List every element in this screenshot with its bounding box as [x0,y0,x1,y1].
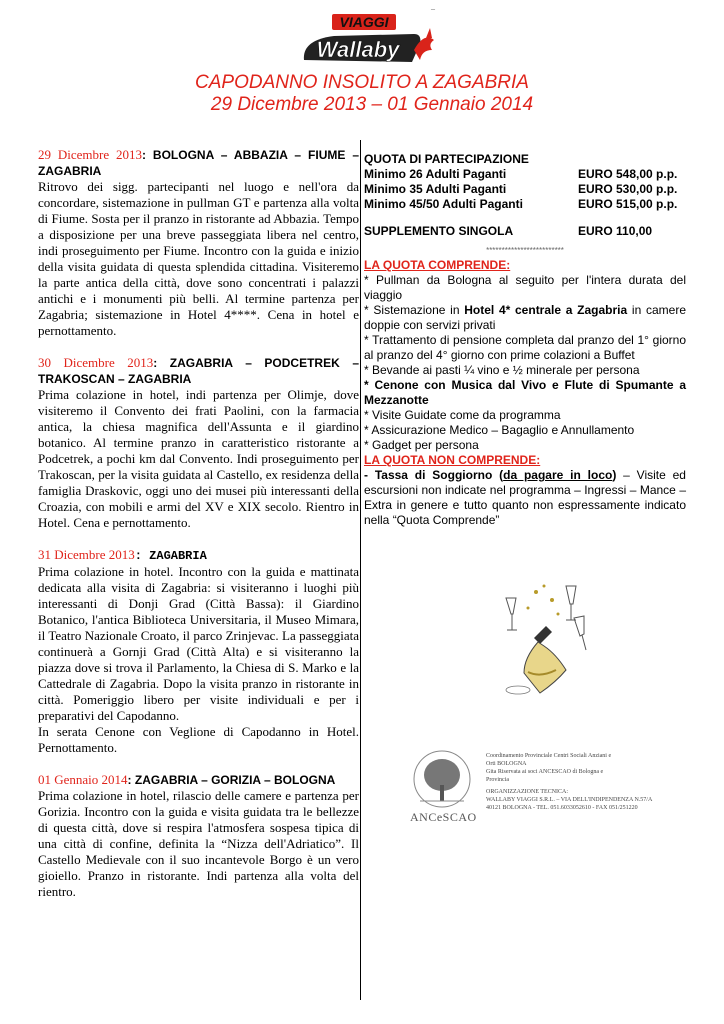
itinerary-day [38,547,359,756]
svg-text:VIAGGI: VIAGGI [339,14,389,30]
include-item: * Visite Guidate come da programma [364,408,561,422]
price-label: Minimo 26 Adulti Paganti [364,167,507,181]
price-value: EURO 530,00 p.p. [578,182,678,196]
champagne-illustration [494,578,594,703]
wallaby-viaggi-logo [294,10,444,70]
price-row [364,167,686,182]
itinerary-column [38,147,359,916]
day-route: : BOLOGNA – ABBAZIA – FIUME – ZAGABRIA [38,148,359,178]
itinerary-day [38,772,359,900]
day-description: Prima colazione in hotel. Incontro con la guida e mattinata dedicata alla visita di Zagabria: si visiteranno i luoghi più interessanti di Donji Grad (Città Bassa): il Giardino Botanico, l'antica Biblioteca Universitaria, il Museo Mimara, il Teatro Nazionale Croato, il parco Zrinjevac. La passeggiata continuerà a Gornji Grad (Città Alta) e si visiteranno la piazza dove si trova il Parlamento, la Chiesa di S. Marko e la Cattedrale di Zagabria. Dopo la visita pranzo in ristorante in città. Pomeriggio libero per visite individuali e per i preparativi del Capodanno. In serata Cenone con Veglione di Capodanno in Hotel. Pernottamento. [38,564,359,755]
svg-text:Wallaby: Wallaby [316,37,400,62]
separator-stars: ************************* [486,246,564,255]
price-value: EURO 515,00 p.p. [578,197,678,211]
excludes-heading: LA QUOTA NON COMPRENDE: [364,453,541,467]
include-item: * Trattamento di pensione completa dal pranzo del 1° giorno al pranzo del 4° giorno con prime colazioni a Buffet [364,333,686,362]
page-title: CAPODANNO INSOLITO A ZAGABRIA [195,72,529,93]
day-route: : ZAGABRIA [134,549,207,563]
itinerary-day [38,147,359,339]
organizer-info: Coordinamento Provinciale Centri Sociali Anziani e Orti BOLOGNA Gita Riservata ai soci ANCESCAO di Bologna e Provincia ORGANIZZAZIONE TECNICA: WALLABY VIAGGI S.R.L. – VIA DELL'INDIPENDENZA N.57/A 40121 BOLOGNA - TEL. 051.6033052610 - FAX 051/251220 [486,753,653,811]
quota-heading: QUOTA DI PARTECIPAZIONE [364,152,529,166]
include-item: * Assicurazione Medico – Bagaglio e Annullamento [364,423,635,437]
include-item: * Sistemazione in Hotel 4* centrale a Zagabria in camere doppie con servizi privati [364,303,686,332]
ancescao-name: ANCeSCAO [410,810,477,824]
itinerary-day [38,355,359,531]
day-description: Ritrovo dei sigg. partecipanti nel luogo e nell'ora da concordare, sistemazione in pullman GT e partenza alla volta di Fiume. Sosta per il pranzo in ristorante ad Abbazia. Tempo a disposizione per una breve passeggiata libera nel centro, indi proseguimento per Fiume. Incontro con la guida e inizio della visita guidata di questa splendida cittadina. Visiteremo la parte antica della città, dove sono concentrati i palazzi antichi e i monumenti più belli. Al termine partenza per Zagabria; sistemazione in Hotel 4****. Cena in hotel e pernottamento. [38,179,359,338]
price-row [364,182,686,197]
include-item: * Bevande ai pasti ¼ vino e ½ minerale per persona [364,363,640,377]
corner-mark: – [431,4,435,13]
pricing-column [364,152,686,528]
day-date: 29 Dicembre 2013 [38,147,142,162]
price-value: EURO 548,00 p.p. [578,167,678,181]
exclude-text: - Tassa di Soggiorno (da pagare in loco) – Visite ed escursioni non indicate nel programma – Ingressi – Mance – Extra in genere e tutto quanto non espressamente indicato nella “Quota Comprende” [364,468,686,527]
day-route: : ZAGABRIA – PODCETREK – TRAKOSCAN – ZAGABRIA [38,356,359,386]
includes-heading: LA QUOTA COMPRENDE: [364,258,511,272]
include-item: * Pullman da Bologna al seguito per l'intera durata del viaggio [364,273,686,302]
price-label: Minimo 35 Adulti Paganti [364,182,507,196]
include-item: * Cenone con Musica dal Vivo e Flute di Spumante a Mezzanotte [364,378,686,407]
trip-dates: 29 Dicembre 2013 – 01 Gennaio 2014 [210,94,534,115]
day-description: Prima colazione in hotel, indi partenza per Olimje, dove visiteremo il Convento dei frati Paolini, con la farmacia antica, la chiesa magnifica dell'Assunta e il giardino botanico. Al termine pranzo in caratteristico ristorante a Podcetrek, a pochi km dal Convento. Indi proseguimento per Trakoscan, per la visita guidata al Castello, ex residenza della famiglia Draskovic, oggi uno dei musei più interessanti della Croazia, con mobili e armi del XV e XIX secolo. Rientro in Hotel. Cena e pernottamento. [38,387,359,530]
price-label: Minimo 45/50 Adulti Paganti [364,197,523,211]
column-divider [360,140,361,1000]
day-date: 01 Gennaio 2014 [38,772,128,787]
supplement-label: SUPPLEMENTO SINGOLA [364,224,514,238]
day-date: 30 Dicembre 2013 [38,355,154,370]
supplement-price: EURO 110,00 [578,224,653,238]
price-row [364,197,686,212]
day-description: Prima colazione in hotel, rilascio delle camere e partenza per Gorizia. Incontro con la guida e visita guidata tra le bellezze di questa città, dove si respira l'atmosfera sospesa tipica di una città di confine, definita la “Nizza dell'Adriatico”. Il Castello Medievale con il suo incantevole Borgo è un vero gioiello. Pranzo in ristorante. Indi partenza alla volta del rientro. [38,788,359,899]
day-route: : ZAGABRIA – GORIZIA – BOLOGNA [127,773,336,787]
include-item: * Gadget per persona [364,438,479,452]
day-date: 31 Dicembre 2013 [38,547,135,562]
supplement-row [364,224,686,239]
